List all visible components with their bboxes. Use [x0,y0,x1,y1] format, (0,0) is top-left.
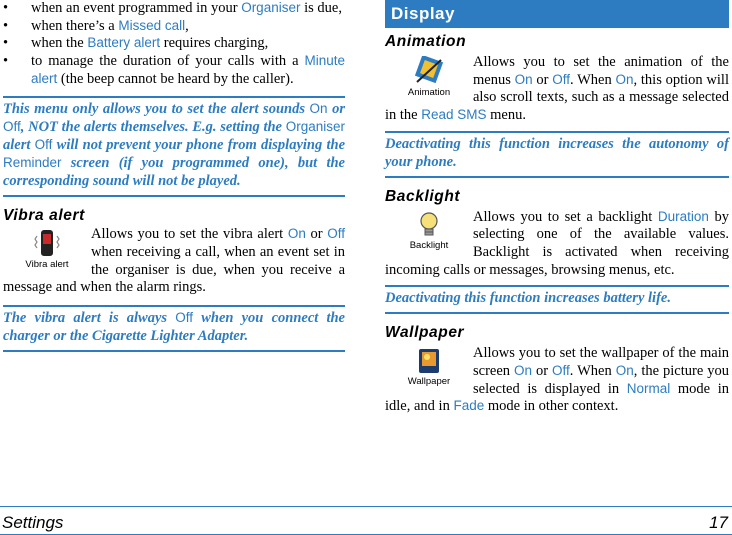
backlight-note: Deactivating this function increases battery life. [385,285,729,314]
animation-section [385,54,729,125]
keyword: Organiser [241,0,301,15]
display-banner: Display [385,0,729,28]
alert-sounds-note: This menu only allows you to set the alert sounds On or Off, NOT the alerts themselves. E.g. setting the Organiser alert Off will not prevent your phone from displaying the Reminder screen (if you programmed one), but the corresponding sound will not be played. [3,96,345,197]
animation-icon [414,56,444,86]
wallpaper-heading: Wallpaper [385,324,465,342]
vibra-alert-note: The vibra alert is always Off when you connect the charger or the Cigarette Lighter Adapter. [3,305,345,352]
icon-caption: Vibra alert [25,259,69,271]
animation-note: Deactivating this function increases the autonomy of your phone. [385,131,729,178]
list-item: • when the Battery alert requires charging, [3,35,345,53]
keyword: Battery alert [87,35,161,51]
lightbulb-icon [417,211,441,239]
animation-heading: Animation [385,33,467,50]
vibra-phone-icon [34,228,60,258]
vibra-alert-text: Allows you to set the vibra alert On or Off when receiving a call, when an event set in the organiser is due, when you receive a message and when the alarm rings. [3,226,345,296]
keyword: Minute alert [31,53,345,86]
icon-caption: Wallpaper [407,376,451,388]
backlight-icon-block [385,211,473,251]
left-column [3,0,345,352]
alert-bullet-list [3,0,345,88]
wallpaper-text: Allows you to set the wallpaper of the main screen On or Off. When On, the picture you selected is displayed in Normal mode in idle, and in Fade mode in other context. [385,345,729,415]
keyword: Missed call [118,17,186,33]
list-item: • to manage the duration of your calls with a Minute alert (the beep cannot be heard by the caller). [3,53,345,88]
list-item: • when an event programmed in your Organiser is due, [3,0,345,18]
list-item: • when there’s a Missed call, [3,18,345,36]
wallpaper-icon-block [385,347,473,387]
backlight-text: Allows you to set a backlight Duration by selecting one of the available values. Backlight is activated when receiving incoming calls or messages, browsing menus, etc. [385,208,729,278]
icon-caption: Backlight [409,239,449,251]
icon-caption: Animation [407,86,451,98]
right-column [385,0,729,416]
vibra-alert-icon-block [3,228,91,270]
backlight-heading: Backlight [385,187,461,205]
vibra-alert-heading: Vibra alert [3,207,85,225]
wallpaper-icon [415,347,443,375]
backlight-section [385,209,729,280]
vibra-alert-section [3,226,345,297]
page-number: 17 [709,513,728,532]
animation-icon-block [385,56,473,98]
animation-text: Allows you to set the animation of the menus On or Off. When On, this option will also scroll texts, such as a message selected in the Read SMS menu. [385,53,729,123]
footer-section-title: Settings [2,513,64,532]
wallpaper-section [385,345,729,416]
page-footer [0,506,732,535]
